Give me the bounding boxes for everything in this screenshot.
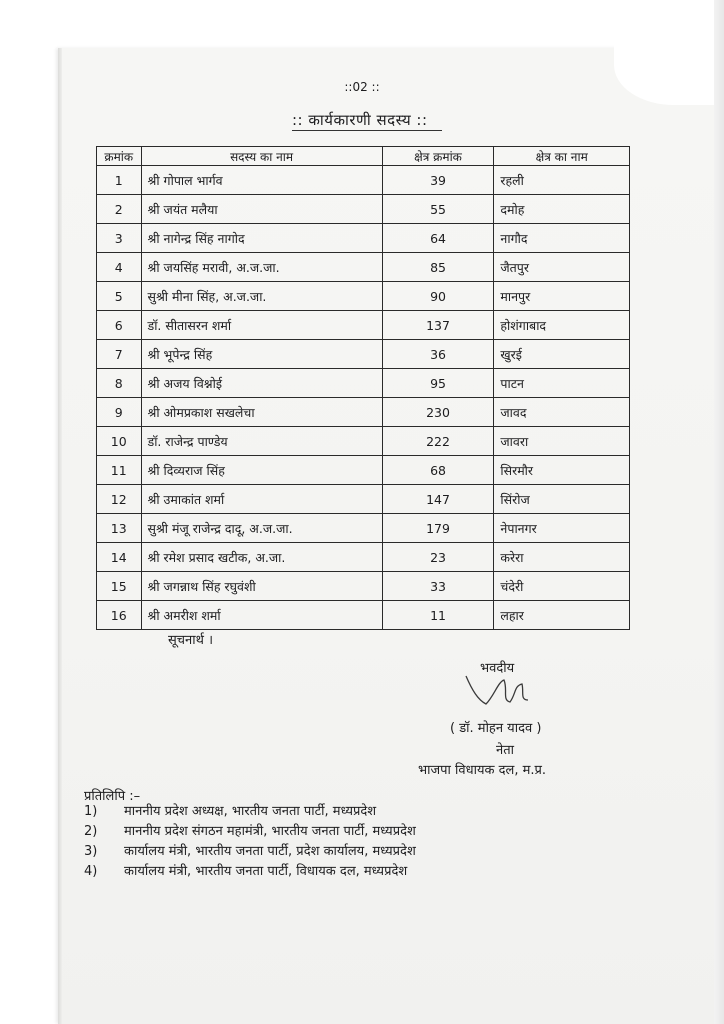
- cell-member-name: श्री उमाकांत शर्मा: [141, 485, 382, 514]
- header-constituency-name: क्षेत्र का नाम: [494, 147, 630, 166]
- cell-member-name: सुश्री मंजू राजेन्द्र दादू, अ.ज.जा.: [141, 514, 382, 543]
- list-item: [84, 802, 416, 822]
- cell-serial: 14: [97, 543, 142, 572]
- cell-constituency-name: होशंगाबाद: [494, 311, 630, 340]
- cell-serial: 15: [97, 572, 142, 601]
- cell-constituency-number: 11: [382, 601, 494, 630]
- cell-constituency-number: 137: [382, 311, 494, 340]
- header-member-name: सदस्य का नाम: [141, 147, 382, 166]
- cell-serial: 5: [97, 282, 142, 311]
- background-right: [714, 0, 724, 1024]
- list-item-text: कार्यालय मंत्री, भारतीय जनता पार्टी, विधायक दल, मध्यप्रदेश: [124, 864, 408, 879]
- cell-constituency-name: मानपुर: [494, 282, 630, 311]
- cell-constituency-number: 36: [382, 340, 494, 369]
- table-row: [97, 543, 630, 572]
- title-underline: [292, 130, 442, 131]
- cell-constituency-number: 230: [382, 398, 494, 427]
- cell-serial: 3: [97, 224, 142, 253]
- signatory-name: ( डॉ. मोहन यादव ): [450, 721, 542, 736]
- cell-serial: 10: [97, 427, 142, 456]
- cell-constituency-number: 179: [382, 514, 494, 543]
- sheet-edge: [58, 48, 62, 1024]
- cell-constituency-name: खुरई: [494, 340, 630, 369]
- cell-member-name: श्री दिव्यराज सिंह: [141, 456, 382, 485]
- table-row: [97, 253, 630, 282]
- cell-constituency-name: दमोह: [494, 195, 630, 224]
- cell-constituency-name: जावद: [494, 398, 630, 427]
- cell-constituency-number: 90: [382, 282, 494, 311]
- copy-to-list: [84, 802, 416, 882]
- cell-constituency-number: 23: [382, 543, 494, 572]
- list-item-text: माननीय प्रदेश संगठन महामंत्री, भारतीय जनता पार्टी, मध्यप्रदेश: [124, 824, 416, 839]
- cell-member-name: श्री अमरीश शर्मा: [141, 601, 382, 630]
- cell-constituency-name: जैतपुर: [494, 253, 630, 282]
- cell-constituency-name: सिरमौर: [494, 456, 630, 485]
- cell-constituency-number: 55: [382, 195, 494, 224]
- table-row: [97, 195, 630, 224]
- cell-constituency-number: 39: [382, 166, 494, 195]
- page-number: ::02 ::: [344, 80, 380, 94]
- page-title: :: कार्यकारणी सदस्य ::: [292, 111, 428, 129]
- cell-member-name: श्री नागेन्द्र सिंह नागोद: [141, 224, 382, 253]
- cell-serial: 8: [97, 369, 142, 398]
- list-item: [84, 822, 416, 842]
- table-row: [97, 398, 630, 427]
- cell-constituency-name: सिंरोज: [494, 485, 630, 514]
- signature-scribble: [458, 660, 578, 720]
- copy-to-heading: प्रतिलिपि :–: [84, 789, 141, 804]
- table-row: [97, 340, 630, 369]
- cell-serial: 16: [97, 601, 142, 630]
- cell-constituency-number: 222: [382, 427, 494, 456]
- cell-constituency-number: 85: [382, 253, 494, 282]
- signature: [458, 660, 578, 724]
- cell-member-name: डॉ. राजेन्द्र पाण्डेय: [141, 427, 382, 456]
- cell-member-name: श्री ओमप्रकाश सखलेचा: [141, 398, 382, 427]
- table-row: [97, 572, 630, 601]
- cell-constituency-name: जावरा: [494, 427, 630, 456]
- list-item-text: कार्यालय मंत्री, भारतीय जनता पार्टी, प्रदेश कार्यालय, मध्यप्रदेश: [124, 844, 416, 859]
- table-row: [97, 311, 630, 340]
- cell-member-name: श्री भूपेन्द्र सिंह: [141, 340, 382, 369]
- cell-member-name: श्री अजय विश्नोई: [141, 369, 382, 398]
- svg-text:भवदीय: भवदीय: [480, 661, 515, 676]
- table-header-row: [97, 147, 630, 166]
- header-serial: क्रमांक: [97, 147, 142, 166]
- cell-constituency-number: 147: [382, 485, 494, 514]
- cell-constituency-name: रहली: [494, 166, 630, 195]
- list-item-number: 4): [84, 864, 98, 879]
- list-item-number: 1): [84, 804, 98, 819]
- notice-text: सूचनार्थ ।: [168, 633, 213, 648]
- table-row: [97, 514, 630, 543]
- signatory-organization: भाजपा विधायक दल, म.प्र.: [418, 763, 547, 778]
- cell-serial: 9: [97, 398, 142, 427]
- table-row: [97, 427, 630, 456]
- cell-member-name: श्री जगन्नाथ सिंह रघुवंशी: [141, 572, 382, 601]
- cell-serial: 7: [97, 340, 142, 369]
- list-item-number: 2): [84, 824, 98, 839]
- cell-constituency-name: नेपानगर: [494, 514, 630, 543]
- table-row: [97, 282, 630, 311]
- cell-constituency-name: पाटन: [494, 369, 630, 398]
- cell-serial: 4: [97, 253, 142, 282]
- cell-member-name: डॉ. सीतासरन शर्मा: [141, 311, 382, 340]
- cell-constituency-name: नागौद: [494, 224, 630, 253]
- list-item-number: 3): [84, 844, 98, 859]
- cell-member-name: श्री गोपाल भार्गव: [141, 166, 382, 195]
- cell-member-name: सुश्री मीना सिंह, अ.ज.जा.: [141, 282, 382, 311]
- header-constituency-number: क्षेत्र क्रमांक: [382, 147, 494, 166]
- cell-member-name: श्री जयंत मलैया: [141, 195, 382, 224]
- cell-serial: 6: [97, 311, 142, 340]
- cell-constituency-number: 68: [382, 456, 494, 485]
- cell-constituency-number: 64: [382, 224, 494, 253]
- table-row: [97, 166, 630, 195]
- list-item: [84, 862, 416, 882]
- table-row: [97, 601, 630, 630]
- cell-constituency-name: करेरा: [494, 543, 630, 572]
- cell-member-name: श्री जयसिंह मरावी, अ.ज.जा.: [141, 253, 382, 282]
- cell-constituency-number: 33: [382, 572, 494, 601]
- signatory-role: नेता: [496, 743, 514, 758]
- cell-constituency-name: चंदेरी: [494, 572, 630, 601]
- cell-member-name: श्री रमेश प्रसाद खटीक, अ.जा.: [141, 543, 382, 572]
- cell-constituency-number: 95: [382, 369, 494, 398]
- table-row: [97, 456, 630, 485]
- table-row: [97, 369, 630, 398]
- list-item-text: माननीय प्रदेश अध्यक्ष, भारतीय जनता पार्टी, मध्यप्रदेश: [124, 804, 377, 819]
- cell-serial: 12: [97, 485, 142, 514]
- cell-serial: 1: [97, 166, 142, 195]
- cell-serial: 2: [97, 195, 142, 224]
- background-top: [0, 0, 724, 50]
- cell-constituency-name: लहार: [494, 601, 630, 630]
- table-row: [97, 485, 630, 514]
- list-item: [84, 842, 416, 862]
- cell-serial: 11: [97, 456, 142, 485]
- members-table: [96, 146, 630, 630]
- table-row: [97, 224, 630, 253]
- cell-serial: 13: [97, 514, 142, 543]
